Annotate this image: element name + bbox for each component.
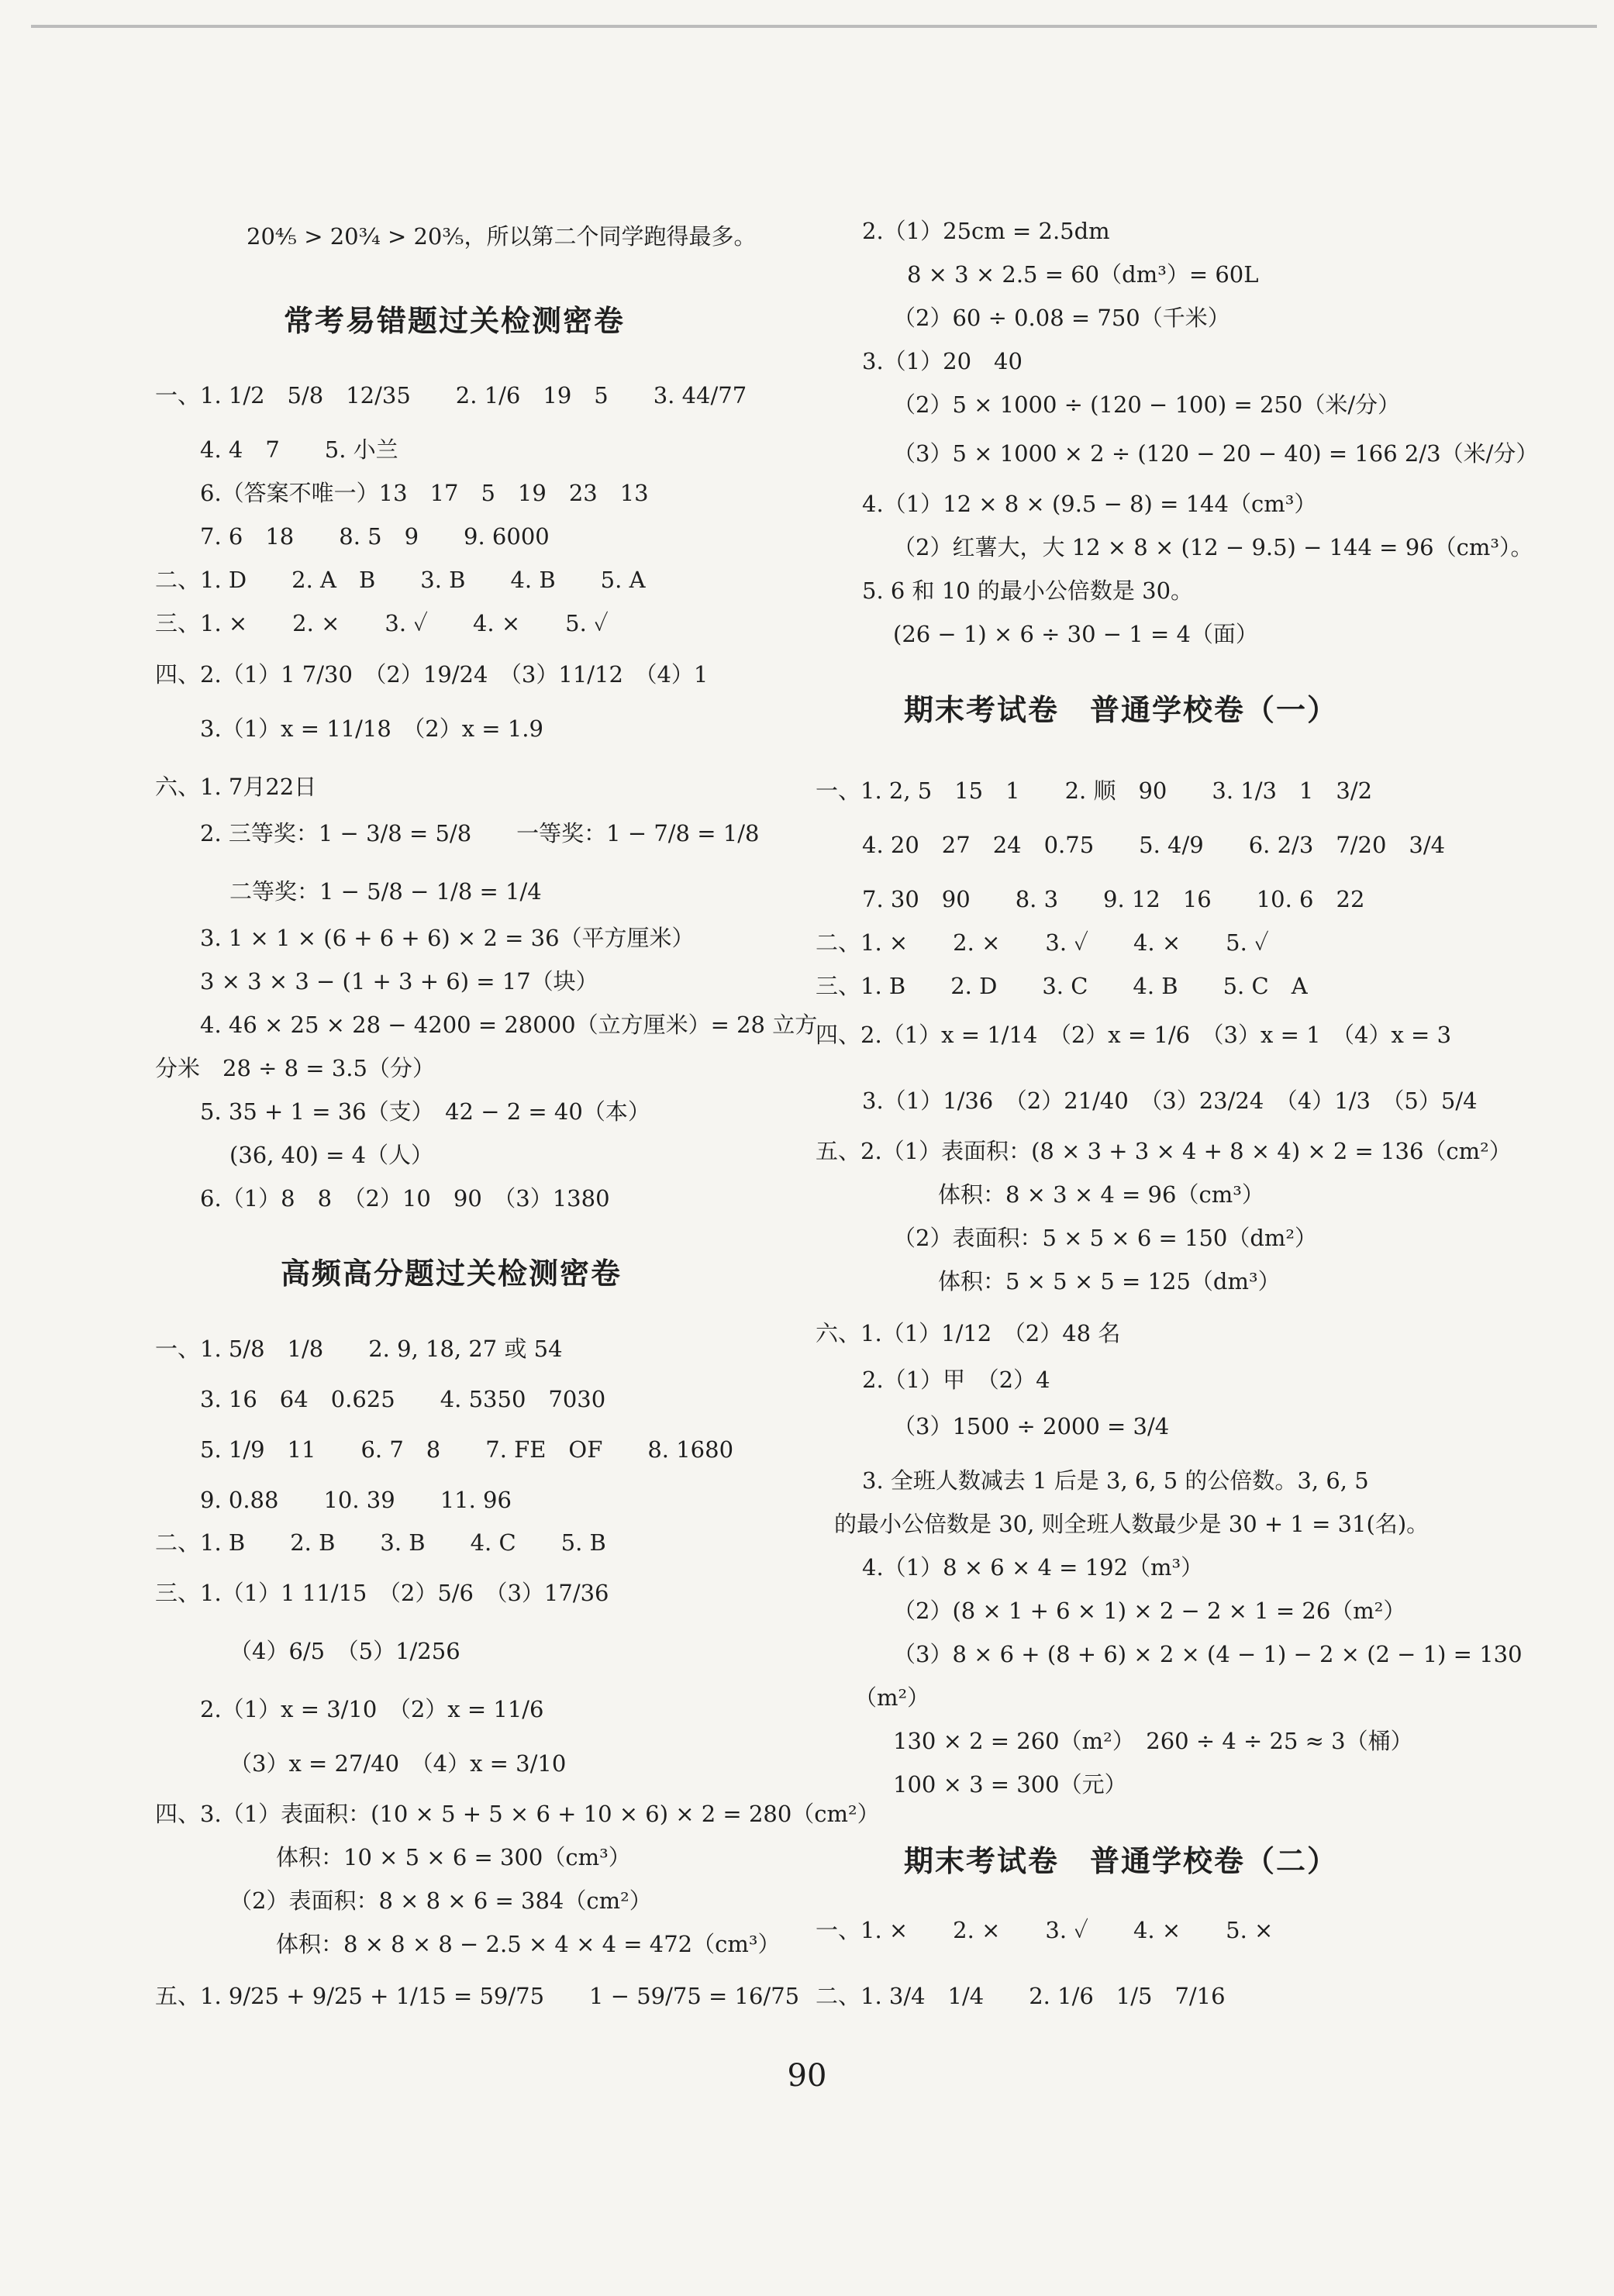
answer-line: 二、1. D 2. A B 3. B 4. B 5. A [155,567,646,593]
answer-line: （3）8 × 6 + (8 + 6) × 2 × (4 − 1) − 2 × (2 − 1) = 130 [893,1641,1523,1667]
answer-line: 二、1. × 2. × 3. ✓ 4. × 5. ✓ [816,929,1269,956]
answer-line: 分米 28 ÷ 8 = 3.5（分） [155,1055,435,1081]
section-title: 高频高分题过关检测密卷 [281,1257,622,1291]
answer-line: 4.（1）8 × 6 × 4 = 192（m³） [862,1554,1204,1581]
section-title: 期末考试卷 普通学校卷（一） [904,693,1339,727]
answer-line: 体积：8 × 8 × 8 − 2.5 × 4 × 4 = 472（cm³） [276,1931,781,1957]
answer-line: （4）6/5 （5）1/256 [229,1638,460,1664]
answer-line: 3.（1）x = 11/18 （2）x = 1.9 [200,715,543,742]
answer-line: 3 × 3 × 3 − (1 + 3 + 6) = 17（块） [200,968,598,995]
intro-line: 20⁴⁄₅ > 20³⁄₄ > 20³⁄₅，所以第二个同学跑得最多。 [247,223,757,250]
answer-line: 100 × 3 = 300（元） [893,1771,1127,1798]
answer-line: （2）(8 × 1 + 6 × 1) × 2 − 2 × 1 = 26（m²） [893,1598,1406,1624]
answer-line: 2. 三等奖：1 − 3/8 = 5/8 一等奖：1 − 7/8 = 1/8 [200,820,760,846]
answer-line: 一、1. × 2. × 3. ✓ 4. × 5. × [816,1917,1274,1943]
answer-line: 3.（1）1/36 （2）21/40 （3）23/24 （4）1/3 （5）5/4 [862,1088,1478,1114]
answer-line: 体积：8 × 3 × 4 = 96（cm³） [938,1181,1264,1208]
page-number: 90 [787,2058,827,2094]
section-title: 期末考试卷 普通学校卷（二） [904,1844,1339,1878]
answer-line: 体积：5 × 5 × 5 = 125（dm³） [938,1268,1281,1295]
answer-line: 5. 6 和 10 的最小公倍数是 30。 [862,577,1194,604]
answer-line: 3. 1 × 1 × (6 + 6 + 6) × 2 = 36（平方厘米） [200,925,695,951]
answer-line: 2.（1）x = 3/10 （2）x = 11/6 [200,1696,544,1722]
answer-line: (36, 40) = 4（人） [229,1142,434,1168]
answer-line: 2.（1）25cm = 2.5dm [862,218,1110,244]
answer-line: 5. 1/9 11 6. 7 8 7. FE OF 8. 1680 [200,1436,734,1463]
answer-line: （2）表面积：5 × 5 × 6 = 150（dm²） [893,1225,1318,1251]
answer-line: 7. 30 90 8. 3 9. 12 16 10. 6 22 [862,886,1365,912]
answer-line: 六、1. 7月22日 [155,774,317,800]
answer-line: 9. 0.88 10. 39 11. 96 [200,1487,512,1513]
answer-line: 五、1. 9/25 + 9/25 + 1/15 = 59/75 1 − 59/75 = 16/75 [155,1983,800,2009]
answer-line: 8 × 3 × 2.5 = 60（dm³）= 60L [907,261,1259,288]
answer-line: 四、3.（1）表面积：(10 × 5 + 5 × 6 + 10 × 6) × 2 = 280（cm²） [155,1801,880,1827]
answer-line: （2）60 ÷ 0.08 = 750（千米） [893,305,1230,331]
answer-line: 三、1. × 2. × 3. ✓ 4. × 5. ✓ [155,610,609,636]
answer-line: 7. 6 18 8. 5 9 9. 6000 [200,523,550,550]
answer-line: 的最小公倍数是 30, 则全班人数最少是 30 + 1 = 31(名)。 [834,1511,1429,1537]
answer-line: 三、1.（1）1 11/15 （2）5/6 （3）17/36 [155,1580,609,1606]
answer-line: 二、1. B 2. B 3. B 4. C 5. B [155,1529,606,1556]
answer-line: 6.（答案不唯一）13 17 5 19 23 13 [200,480,649,506]
answer-line: （2）表面积：8 × 8 × 6 = 384（cm²） [229,1887,652,1914]
answer-line: （3）1500 ÷ 2000 = 3/4 [893,1413,1170,1439]
answer-line: 4. 4 7 5. 小兰 [200,436,398,463]
answer-line: 一、1. 1/2 5/8 12/35 2. 1/6 19 5 3. 44/77 [155,382,747,409]
top-rule [31,25,1597,28]
answer-line: 5. 35 + 1 = 36（支） 42 − 2 = 40（本） [200,1098,650,1125]
answer-line: 4. 20 27 24 0.75 5. 4/9 6. 2/3 7/20 3/4 [862,832,1446,858]
answer-line: （m²） [854,1684,930,1711]
answer-line: 4. 46 × 25 × 28 − 4200 = 28000（立方厘米）= 28 立方 [200,1012,818,1038]
answer-line: （3）5 × 1000 × 2 ÷ (120 − 20 − 40) = 166 2/3（米/分） [893,440,1539,467]
answer-line: 五、2.（1）表面积：(8 × 3 + 3 × 4 + 8 × 4) × 2 = 136（cm²） [816,1138,1512,1164]
answer-line: （2）红薯大，大 12 × 8 × (12 − 9.5) − 144 = 96（cm³）。 [893,534,1533,560]
answer-line: （2）5 × 1000 ÷ (120 − 100) = 250（米/分） [893,391,1401,418]
answer-line: 一、1. 5/8 1/8 2. 9, 18, 27 或 54 [155,1336,563,1362]
answer-line: 三、1. B 2. D 3. C 4. B 5. C A [816,973,1308,999]
answer-line: 六、1.（1）1/12 （2）48 名 [816,1320,1121,1346]
answer-line: 3.（1）20 40 [862,348,1023,374]
answer-line: 3. 16 64 0.625 4. 5350 7030 [200,1386,606,1412]
answer-line: 3. 全班人数减去 1 后是 3, 6, 5 的公倍数。3, 6, 5 [862,1467,1369,1494]
answer-line: 体积：10 × 5 × 6 = 300（cm³） [276,1844,631,1870]
answer-line: （3）x = 27/40 （4）x = 3/10 [229,1750,567,1777]
answer-line: 四、2.（1）1 7/30 （2）19/24 （3）11/12 （4）1 [155,661,709,688]
answer-line: 4.（1）12 × 8 × (9.5 − 8) = 144（cm³） [862,491,1317,517]
answer-line: (26 − 1) × 6 ÷ 30 − 1 = 4（面） [893,621,1258,647]
section-title: 常考易错题过关检测密卷 [284,304,626,338]
answer-line: 6.（1）8 8 （2）10 90 （3）1380 [200,1185,610,1212]
answer-line: 四、2.（1）x = 1/14 （2）x = 1/6 （3）x = 1 （4）x = 3 [816,1022,1452,1048]
answer-line: 130 × 2 = 260（m²） 260 ÷ 4 ÷ 25 ≈ 3（桶） [893,1728,1413,1754]
answer-line: 二、1. 3/4 1/4 2. 1/6 1/5 7/16 [816,1983,1226,2009]
answer-line: 2.（1）甲 （2）4 [862,1367,1050,1393]
answer-line: 一、1. 2, 5 15 1 2. 顺 90 3. 1/3 1 3/2 [816,777,1373,804]
answer-line: 二等奖：1 − 5/8 − 1/8 = 1/4 [229,878,542,905]
